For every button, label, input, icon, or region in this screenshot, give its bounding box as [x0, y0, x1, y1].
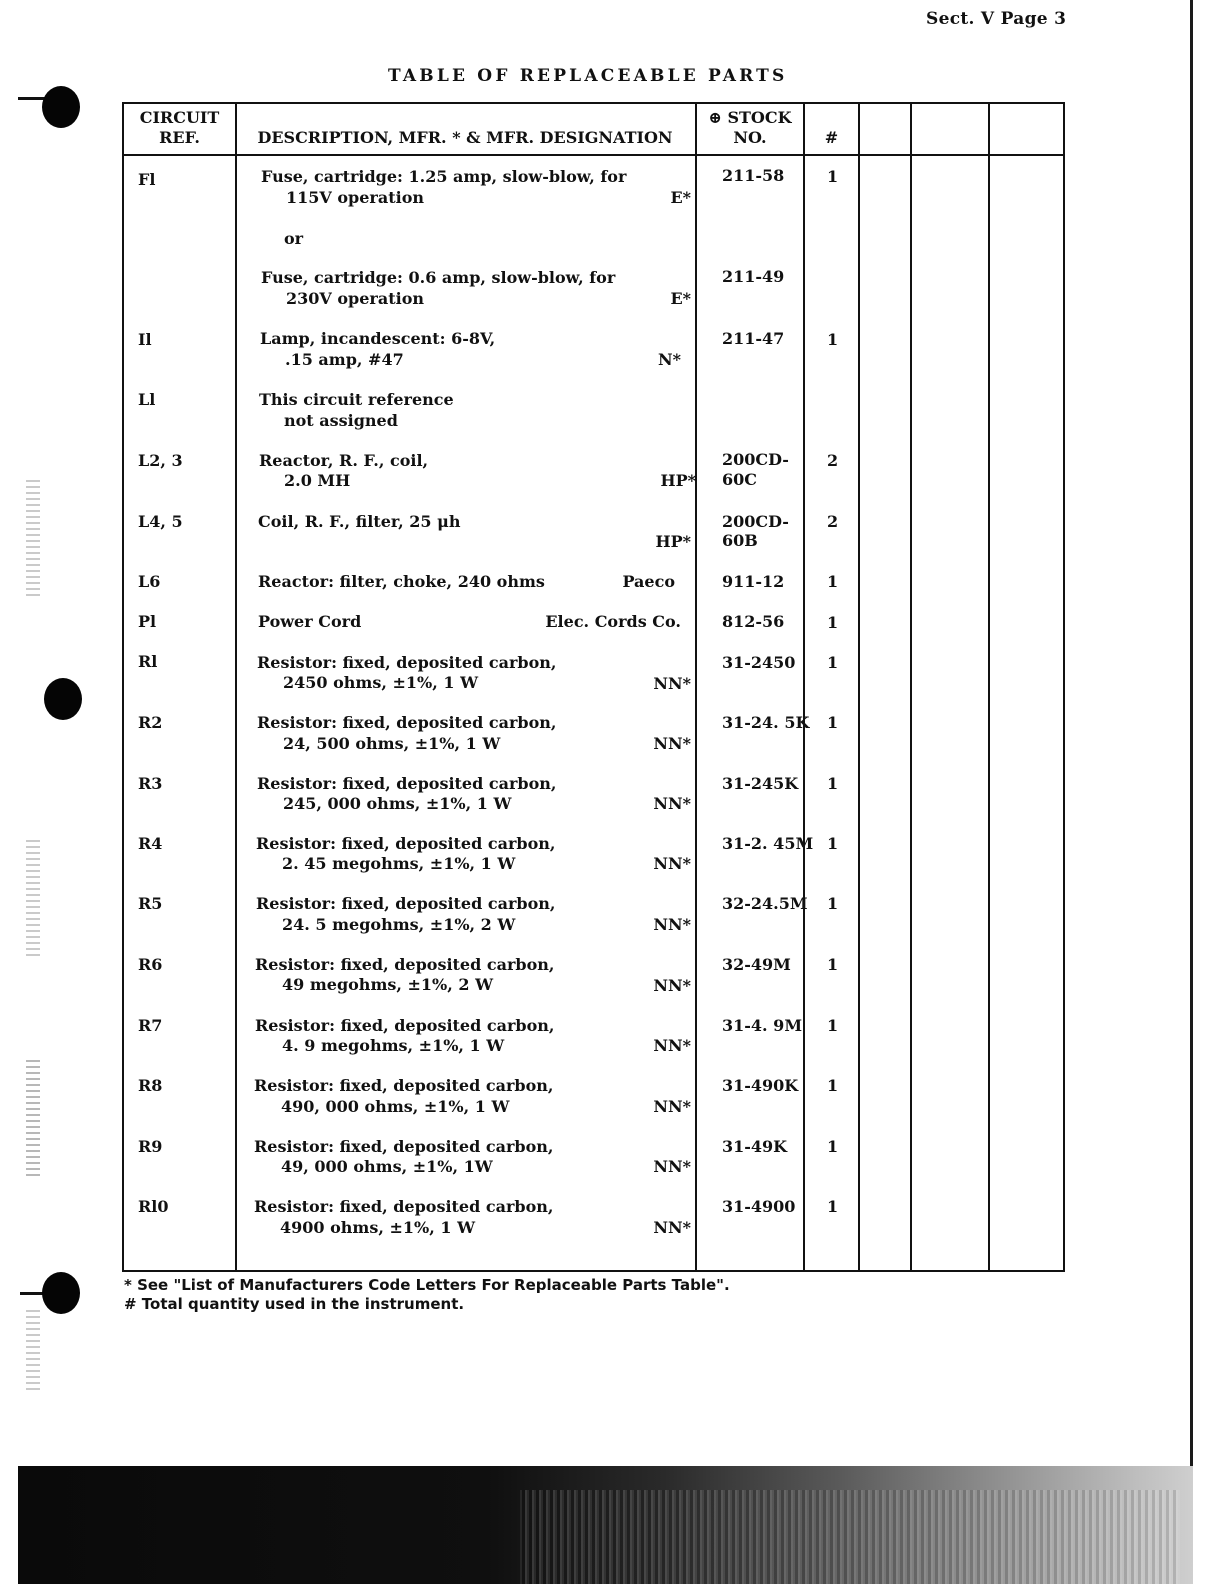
scan-bottom-noise: [520, 1490, 1180, 1584]
circuit-ref: Rl0: [138, 1197, 169, 1216]
circuit-ref: Ll: [138, 390, 156, 409]
stock-number: 31-245K: [722, 774, 799, 793]
mfr-code: E*: [670, 289, 691, 308]
punch-hole-middle: [44, 678, 82, 720]
scan-speckle: [26, 840, 40, 960]
description-line2: 115V operation: [286, 188, 424, 207]
stock-number: 32-24.5M: [722, 894, 808, 913]
quantity: 1: [827, 572, 839, 591]
description-line1: Resistor: fixed, deposited carbon,: [255, 955, 555, 974]
quantity: 1: [827, 955, 839, 974]
mfr-code: N*: [658, 350, 681, 369]
stock-number: 31-49K: [722, 1137, 788, 1156]
description-line1: Lamp, incandescent: 6-8V,: [260, 329, 496, 348]
header-stock-no: [697, 108, 803, 148]
stock-number: 211-49: [722, 267, 785, 286]
circuit-ref: Il: [138, 330, 152, 349]
stock-number: 911-12: [722, 572, 785, 591]
stock-number: 812-56: [722, 612, 785, 631]
circuit-ref: R3: [138, 774, 163, 793]
description-line2: 230V operation: [286, 289, 424, 308]
circuit-ref: R4: [138, 834, 163, 853]
quantity: 1: [827, 1076, 839, 1095]
circuit-ref: R5: [138, 894, 163, 913]
description-line1: Resistor: fixed, deposited carbon,: [255, 1016, 555, 1035]
stock-number: 31-4900: [722, 1197, 796, 1216]
stock-number-line2: 60B: [722, 531, 758, 550]
quantity: 1: [827, 1016, 839, 1035]
table-title: TABLE OF REPLACEABLE PARTS: [388, 66, 788, 86]
description-line1: Reactor: filter, choke, 240 ohms: [258, 572, 545, 591]
punch-hole-top: [42, 86, 80, 128]
mfr-code: NN*: [653, 734, 691, 753]
circuit-ref: Fl: [138, 170, 156, 189]
footnote-total-quantity: # Total quantity used in the instrument.: [124, 1295, 465, 1313]
stock-number: 31-2450: [722, 653, 796, 672]
stock-number: 31-490K: [722, 1076, 799, 1095]
circuit-ref: Pl: [138, 612, 157, 631]
description-line1: Resistor: fixed, deposited carbon,: [256, 894, 556, 913]
scan-speckle: [26, 1310, 40, 1390]
description-line1: This circuit reference: [259, 390, 454, 409]
description-line2: 49, 000 ohms, ±1%, 1W: [281, 1157, 493, 1176]
description-line2: not assigned: [284, 411, 398, 430]
description-line2: 2.0 MH: [284, 471, 351, 490]
description-line2: 490, 000 ohms, ±1%, 1 W: [281, 1097, 510, 1116]
stock-number: 31-4. 9M: [722, 1016, 803, 1035]
mfr-code: HP*: [660, 471, 696, 490]
quantity: 1: [827, 834, 839, 853]
description-line1: Resistor: fixed, deposited carbon,: [256, 834, 556, 853]
description-line2: 49 megohms, ±1%, 2 W: [282, 975, 494, 994]
description-line2: 4900 ohms, ±1%, 1 W: [280, 1218, 476, 1237]
mfr-code: NN*: [653, 674, 691, 693]
description-line1: Resistor: fixed, deposited carbon,: [257, 774, 557, 793]
column-divider: [695, 104, 697, 1270]
quantity: 1: [827, 330, 839, 349]
header-quantity: #: [824, 128, 839, 147]
circuit-ref: L2, 3: [138, 451, 183, 470]
header-stock-line2: NO.: [733, 128, 767, 147]
stock-number: 31-2. 45M: [722, 834, 814, 853]
mfr-code: NN*: [653, 794, 691, 813]
quantity: 1: [827, 774, 839, 793]
header-circuit-ref-line1: CIRCUIT: [139, 108, 220, 127]
circuit-ref: R8: [138, 1076, 163, 1095]
header-circuit-ref: [124, 108, 235, 148]
mfr-code: NN*: [653, 854, 691, 873]
description-line1: Fuse, cartridge: 1.25 amp, slow-blow, for: [261, 167, 627, 186]
description-line2: 24. 5 megohms, ±1%, 2 W: [282, 915, 516, 934]
stock-number-line1: 200CD-: [722, 450, 789, 469]
description-line2: 4. 9 megohms, ±1%, 1 W: [282, 1036, 505, 1055]
description-line1: Resistor: fixed, deposited carbon,: [254, 1137, 554, 1156]
circuit-ref: R6: [138, 955, 163, 974]
header-stock-line1: ⊕ STOCK: [708, 108, 792, 127]
quantity: 1: [827, 653, 839, 672]
description-line1: Resistor: fixed, deposited carbon,: [257, 653, 557, 672]
description-line2: 2450 ohms, ±1%, 1 W: [283, 673, 479, 692]
mfr-code: NN*: [653, 1157, 691, 1176]
description-line1: Reactor, R. F., coil,: [259, 451, 429, 470]
column-divider: [910, 104, 912, 1270]
description-line2: 24, 500 ohms, ±1%, 1 W: [283, 734, 501, 753]
description-line1: or: [284, 229, 304, 248]
scan-speckle: [26, 1060, 40, 1180]
parts-table: [122, 102, 1065, 1272]
stock-number-line2: 60C: [722, 470, 757, 489]
circuit-ref: Rl: [138, 652, 158, 671]
column-divider: [235, 104, 237, 1270]
header-description: DESCRIPTION, MFR. * & MFR. DESIGNATION: [257, 128, 673, 147]
mfr-code: NN*: [653, 915, 691, 934]
column-divider: [988, 104, 990, 1270]
stock-number: 31-24. 5K: [722, 713, 810, 732]
stock-number: 211-47: [722, 329, 785, 348]
quantity: 1: [827, 167, 839, 186]
description-line2: .15 amp, #47: [285, 350, 404, 369]
quantity: 1: [827, 1197, 839, 1216]
description-line1: Coil, R. F., filter, 25 μh: [258, 512, 461, 531]
description-line2: 245, 000 ohms, ±1%, 1 W: [283, 794, 512, 813]
mfr-code: NN*: [653, 976, 691, 995]
scan-speckle: [26, 480, 40, 600]
mfr-code: Elec. Cords Co.: [545, 612, 681, 631]
quantity: 2: [827, 512, 839, 531]
circuit-ref: R9: [138, 1137, 163, 1156]
scan-right-edge: [1190, 0, 1224, 1584]
quantity: 2: [827, 451, 839, 470]
description-line1: Resistor: fixed, deposited carbon,: [257, 713, 557, 732]
header-circuit-ref-line2: REF.: [159, 128, 200, 147]
circuit-ref: L6: [138, 572, 161, 591]
description-line1: Resistor: fixed, deposited carbon,: [254, 1076, 554, 1095]
quantity: 1: [827, 1137, 839, 1156]
mfr-code: NN*: [653, 1097, 691, 1116]
circuit-ref: R7: [138, 1016, 163, 1035]
column-divider: [858, 104, 860, 1270]
punch-hole-bottom: [42, 1272, 80, 1314]
quantity: 1: [827, 713, 839, 732]
description-line1: Resistor: fixed, deposited carbon,: [254, 1197, 554, 1216]
mfr-code: NN*: [653, 1218, 691, 1237]
page-label: Sect. V Page 3: [926, 9, 1067, 29]
mfr-code: HP*: [655, 532, 691, 551]
stock-number: 211-58: [722, 166, 785, 185]
circuit-ref: L4, 5: [138, 512, 183, 531]
stock-number: 32-49M: [722, 955, 791, 974]
quantity: 1: [827, 613, 839, 632]
description-line1: Power Cord: [258, 612, 362, 631]
description-line2: 2. 45 megohms, ±1%, 1 W: [282, 854, 516, 873]
description-line1: Fuse, cartridge: 0.6 amp, slow-blow, for: [261, 268, 616, 287]
mfr-code: E*: [670, 188, 691, 207]
column-divider: [803, 104, 805, 1270]
header-divider: [124, 154, 1063, 156]
stock-number-line1: 200CD-: [722, 512, 789, 531]
circuit-ref: R2: [138, 713, 163, 732]
mfr-code: NN*: [653, 1036, 691, 1055]
mfr-code: Paeco: [622, 572, 675, 591]
quantity: 1: [827, 894, 839, 913]
footnote-manufacturer-codes: * See "List of Manufacturers Code Letters For Replaceable Parts Table".: [124, 1276, 730, 1294]
